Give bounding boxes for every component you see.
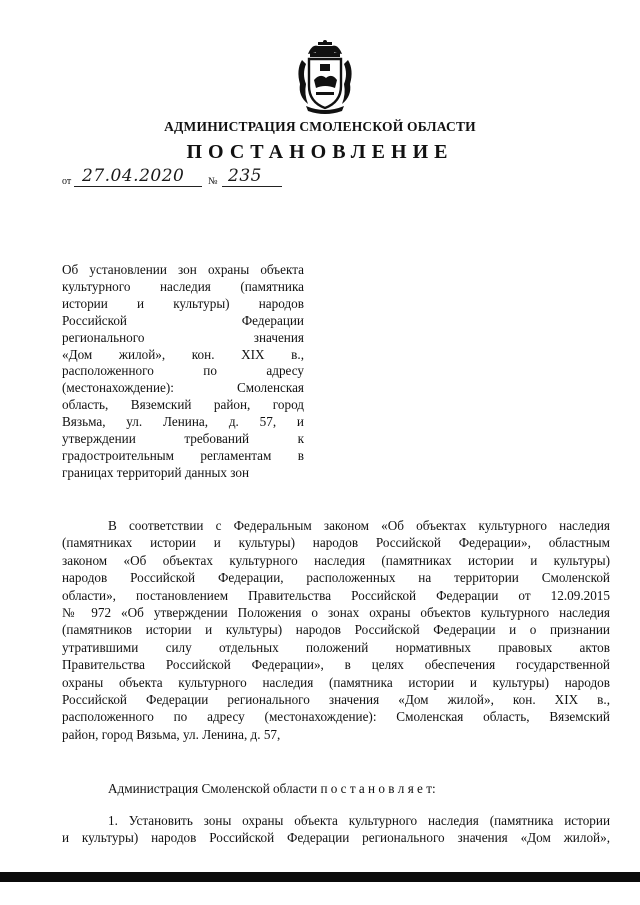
subject-line: регионального значения — [62, 329, 304, 345]
decree-subject: Администрация Смоленской области — [108, 781, 318, 796]
subject-line: утверждении требований к — [62, 431, 304, 447]
item-line: и культуры) народов Российской Федерации регионального значения «Дом жилой», — [62, 830, 610, 846]
coat-of-arms-emblem — [296, 40, 354, 114]
document-type-title: ПОСТАНОВЛЕНИЕ — [186, 141, 454, 163]
paragraph-line: район, город Вязьма, ул. Ленина, д. 57, — [62, 726, 281, 742]
document-subject — [62, 262, 304, 482]
date-prefix-label: от — [62, 176, 72, 187]
paragraph-line: утратившими силу отдельных положений нормативных правовых актов — [62, 639, 610, 655]
scan-edge-bar — [0, 872, 640, 882]
subject-line: (местонахождение): Смоленская — [62, 380, 304, 396]
subject-line: градостроительным регламентам в — [62, 447, 304, 463]
decree-item-1 — [62, 812, 610, 847]
subject-line: Российской Федерации — [62, 312, 304, 328]
paragraph-line: Российской Федерации регионального значения «Дом жилой», кон. XIX в., — [62, 692, 610, 708]
paragraph-line: народов Российской Федерации, расположенных на территории Смоленской — [62, 570, 610, 586]
handwritten-date: 27.04.2020 — [82, 166, 185, 186]
handwritten-number: 235 — [228, 166, 262, 186]
paragraph-line: Правительства Российской Федерации», в целях обеспечения государственной — [62, 657, 610, 673]
paragraph-line: № 972 «Об утверждении Положения о зонах охраны объектов культурного наследия — [62, 605, 610, 621]
paragraph-line: (памятников истории и культуры) народов Российской Федерации и о признании — [62, 622, 610, 638]
subject-line: границах территорий данных зон — [62, 464, 250, 480]
number-underline — [222, 186, 282, 187]
number-prefix-label: № — [208, 176, 218, 187]
paragraph-line: охраны объекта культурного наследия (памятника истории и культуры) народов — [62, 674, 610, 690]
paragraph-line: В соответствии с Федеральным законом «Об объектах культурного наследия — [108, 518, 610, 533]
subject-line: культурного наследия (памятника — [62, 278, 304, 294]
subject-line: область, Вяземский район, город — [62, 397, 304, 413]
paragraph-line: области», постановлением Правительства Российской Федерации от 12.09.2015 — [62, 587, 610, 603]
subject-line: истории и культуры) народов — [62, 295, 304, 311]
subject-line: Вязьма, ул. Ленина, д. 57, и — [62, 414, 304, 430]
date-underline — [74, 186, 202, 187]
paragraph-line: (памятниках истории и культуры) народов Российской Федерации», областным — [62, 535, 610, 551]
organization-name: АДМИНИСТРАЦИЯ СМОЛЕНСКОЙ ОБЛАСТИ — [164, 119, 476, 134]
subject-line: Об установлении зон охраны объекта — [62, 262, 304, 277]
paragraph-line: законом «Об объектах культурного наследия (памятниках истории и культуры) — [62, 552, 610, 568]
subject-line: «Дом жилой», кон. XIX в., — [62, 346, 304, 362]
decree-statement — [62, 780, 610, 797]
item-line: 1. Установить зоны охраны объекта культурного наследия (памятника истории — [108, 813, 610, 828]
paragraph-line: расположенного по адресу (местонахождение): Смоленская область, Вяземский — [62, 709, 610, 725]
decree-word: п о с т а н о в л я е т: — [320, 781, 436, 796]
preamble-paragraph — [62, 517, 610, 743]
subject-line: расположенного по адресу — [62, 363, 304, 379]
